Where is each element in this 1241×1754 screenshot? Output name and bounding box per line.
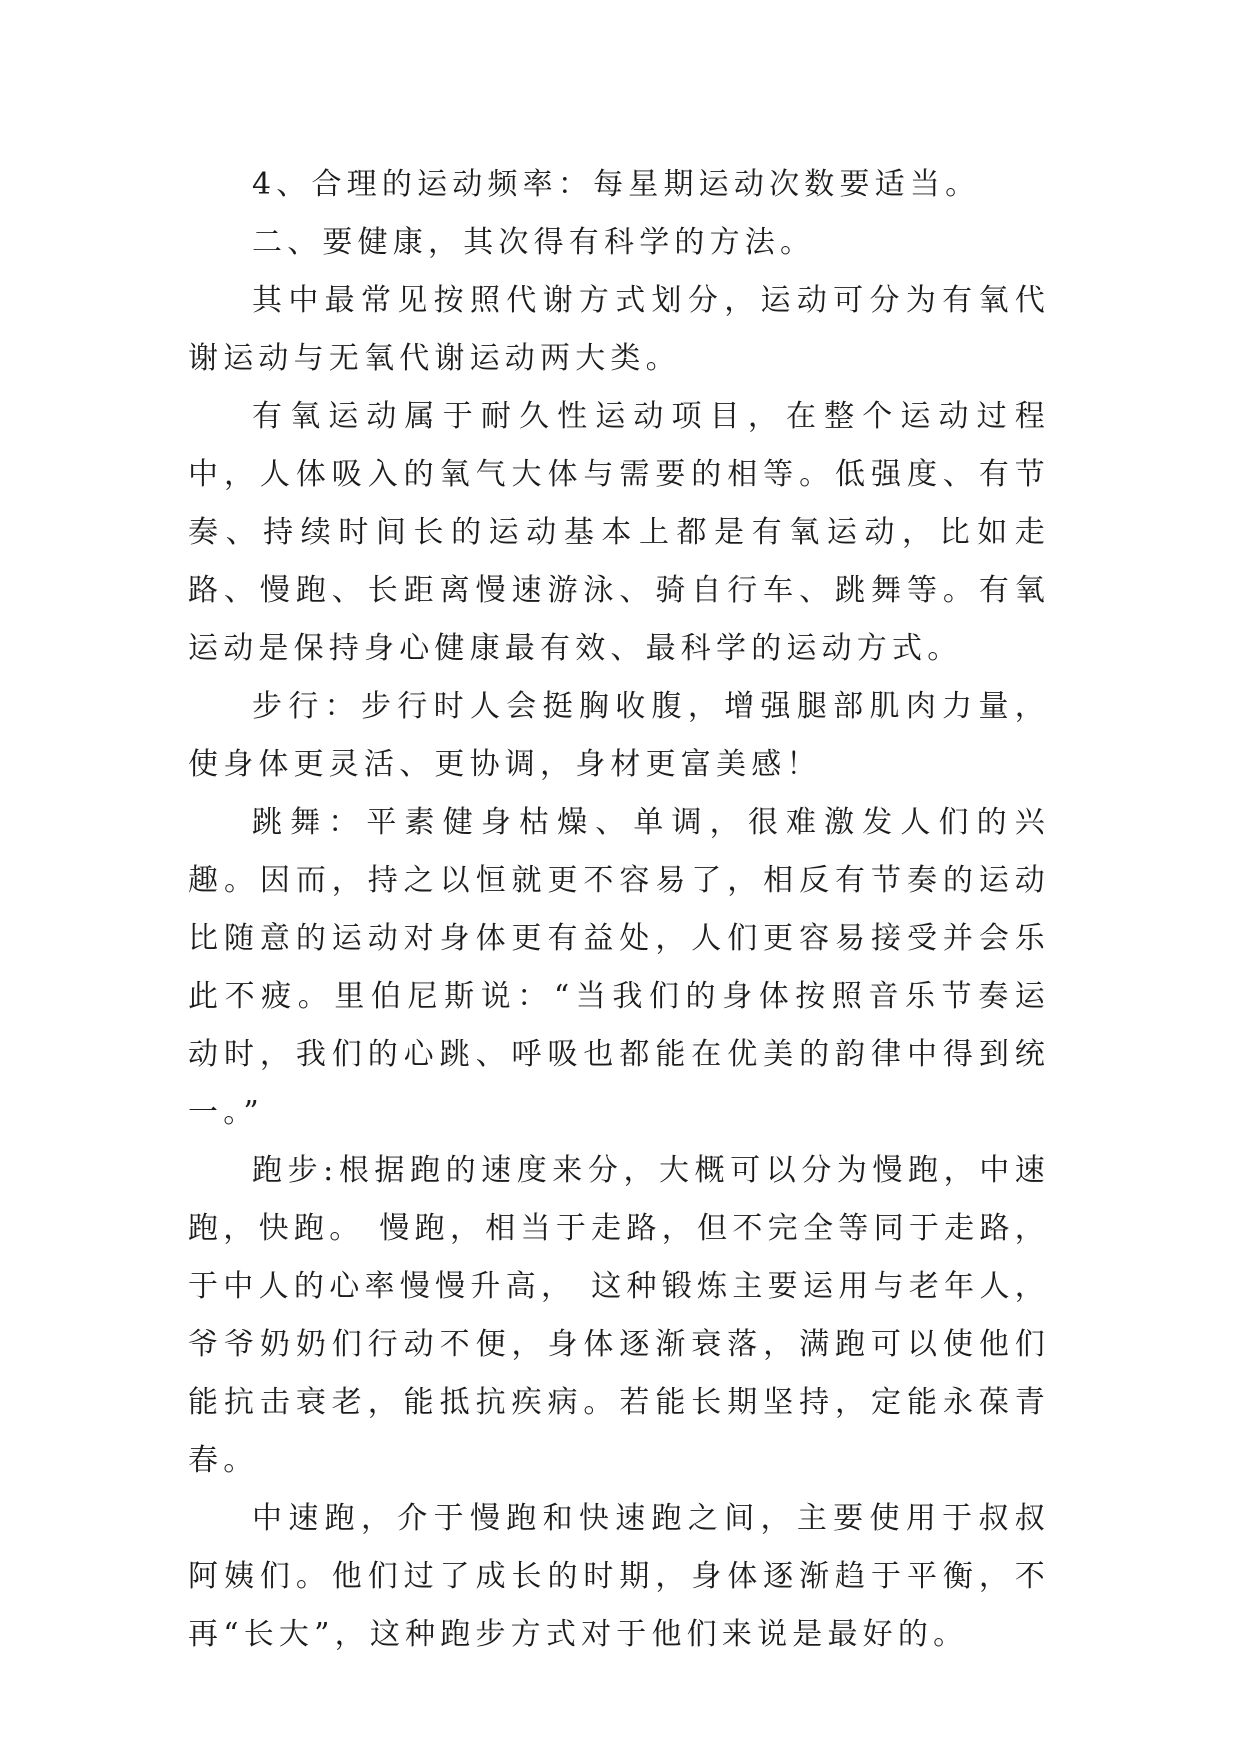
- paragraph-walking: 步行：步行时人会挺胸收腹，增强腿部肌肉力量，使身体更灵活、更协调，身材更富美感！: [188, 689, 1050, 782]
- section-heading-scientific-method: 二、要健康，其次得有科学的方法。: [252, 225, 816, 260]
- paragraph-exercise-frequency: 4、合理的运动频率：每星期运动次数要适当。: [252, 167, 981, 202]
- paragraph-metabolism-classification: 其中最常见按照代谢方式划分，运动可分为有氧代谢运动与无氧代谢运动两大类。: [188, 283, 1050, 376]
- paragraph-medium-speed-running: 中速跑，介于慢跑和快速跑之间，主要使用于叔叔阿姨们。他们过了成长的时期，身体逐渐趋于平衡，不再“长大”，这种跑步方式对于他们来说是最好的。: [188, 1501, 1050, 1652]
- paragraph-running: 跑步:根据跑的速度来分，大概可以分为慢跑，中速跑，快跑。 慢跑，相当于走路，但不完全等同于走路，于中人的心率慢慢升高， 这种锻炼主要运用与老年人，爷爷奶奶们行动不便，身体逐渐衰落，满跑可以使他们能抗击衰老，能抵抗疾病。若能长期坚持，定能永葆青春。: [188, 1153, 1050, 1478]
- paragraph-aerobic-exercise: 有氧运动属于耐久性运动项目，在整个运动过程中，人体吸入的氧气大体与需要的相等。低强度、有节奏、持续时间长的运动基本上都是有氧运动，比如走路、慢跑、长距离慢速游泳、骑自行车、跳舞等。有氧运动是保持身心健康最有效、最科学的运动方式。: [188, 399, 1050, 666]
- document-body: [188, 156, 1050, 1664]
- paragraph-dancing: 跳舞：平素健身枯燥、单调，很难激发人们的兴趣。因而，持之以恒就更不容易了，相反有节奏的运动比随意的运动对身体更有益处，人们更容易接受并会乐此不疲。里伯尼斯说：“当我们的身体按照音乐节奏运动时，我们的心跳、呼吸也都能在优美的韵律中得到统一。”: [188, 805, 1050, 1130]
